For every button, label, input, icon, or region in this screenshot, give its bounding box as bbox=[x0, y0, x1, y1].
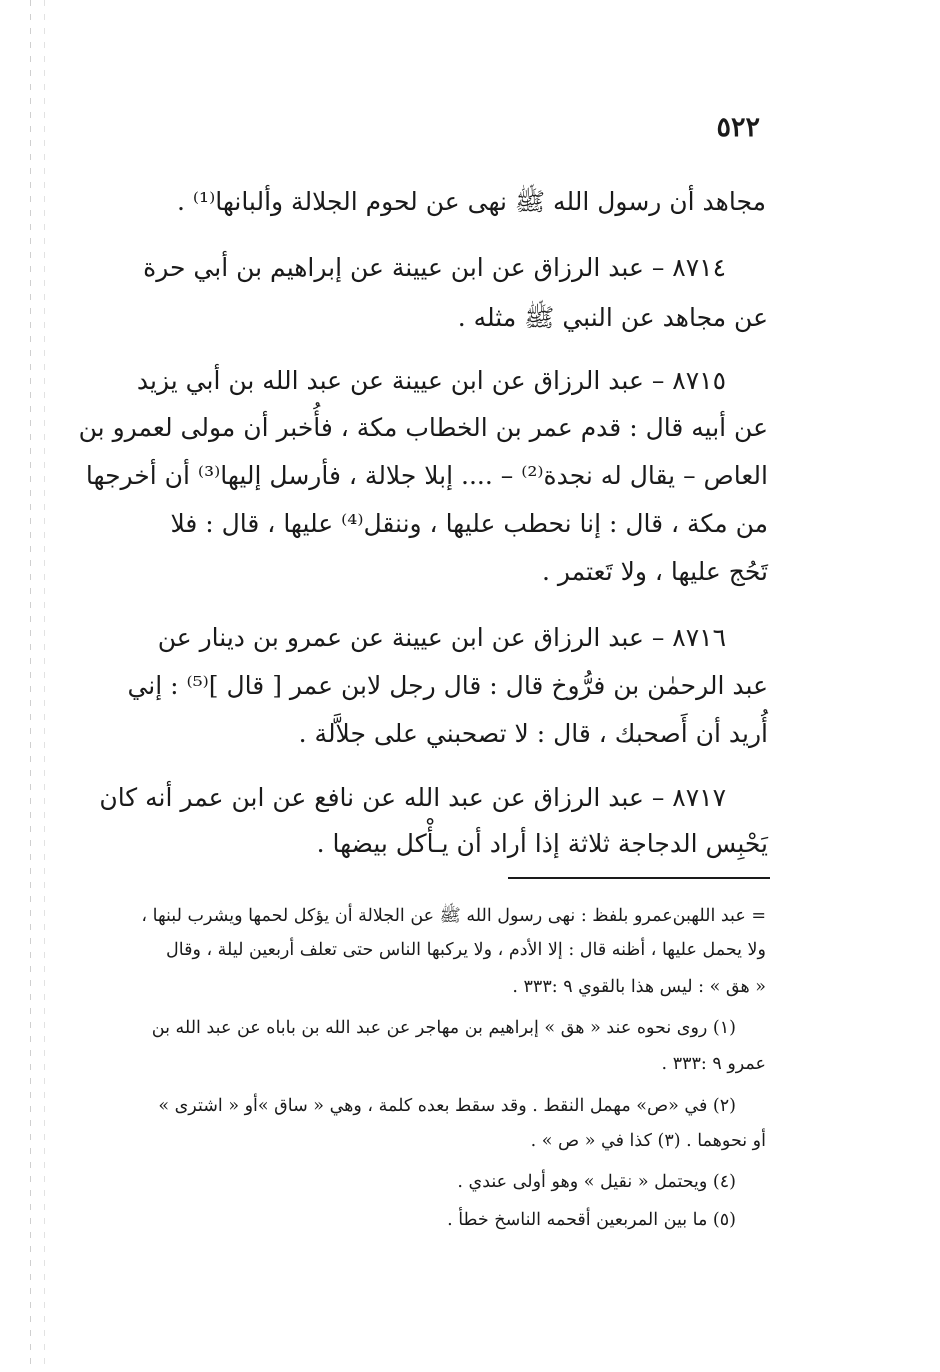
footnote-1: (١) روى نحوه عند « هق » إبراهيم بن مهاجر عن عبد الله بن باباه عن عبد الله بن bbox=[151, 1018, 736, 1038]
hadith-8716-line: ٨٧١٦ – عبد الرزاق عن ابن عيينة عن عمرو بن دينار عن bbox=[157, 623, 726, 652]
text-line: مجاهد أن رسول الله ﷺ نهى عن لحوم الجلالة وألبانها⁽¹⁾ . bbox=[177, 187, 766, 216]
footnote-separator bbox=[508, 877, 770, 879]
hadith-8714-line: ٨٧١٤ – عبد الرزاق عن ابن عيينة عن إبراهيم بن أبي حرة bbox=[143, 253, 726, 282]
footnote-line: = عبد اللهبن‌عمرو بلفظ : نهى رسول الله ﷺ عن الجلالة أن يؤكل لحمها ويشرب لبنها ، bbox=[141, 906, 766, 926]
text-line: عبد الرحمٰن بن فرُّوخ قال : قال رجل لابن عمر [ قال ]⁽⁵⁾ : إني bbox=[127, 671, 768, 700]
text-line: العاص – يقال له نجدة⁽²⁾ – .... إبلا جلالة ، فأرسل إليها⁽³⁾ أن أخرجها bbox=[85, 461, 768, 490]
text-line: أُريد أن أَصحبك ، قال : لا تصحبني على جلاَّلة . bbox=[298, 719, 768, 748]
scan-edge-line bbox=[30, 0, 31, 1372]
footnote-5: (٥) ما بين المربعين أقحمه الناسخ خطأ . bbox=[447, 1210, 736, 1230]
hadith-8717-line: ٨٧١٧ – عبد الرزاق عن عبد الله عن نافع عن ابن عمر أنه كان bbox=[99, 783, 726, 812]
footnote-line: أو نحوهما . (٣) كذا في « ص » . bbox=[530, 1131, 766, 1151]
text-line: عن أبيه قال : قدم عمر بن الخطاب مكة ، فأُخبر أن مولى لعمرو بن bbox=[78, 413, 768, 442]
footnote-line: عمرو ٩ :٣٣٣ . bbox=[661, 1054, 766, 1074]
footnote-4: (٤) ويحتمل « نقيل » وهو أولى عندي . bbox=[457, 1172, 736, 1192]
scan-edge-line bbox=[44, 0, 45, 1372]
footnote-line: « هق » : ليس هذا بالقوي ٩ :٣٣٣ . bbox=[512, 977, 766, 997]
text-line: عن مجاهد عن النبي ﷺ مثله . bbox=[457, 303, 768, 332]
text-line: من مكة ، قال : إنا نحطب عليها ، وننقل⁽⁴⁾ عليها ، قال : فلا bbox=[170, 509, 768, 538]
text-line: يَحْبِس الدجاجة ثلاثة إذا أراد أن يـأْكل بيضها . bbox=[316, 829, 768, 858]
footnote-line: ولا يحمل عليها ، أظنه قال : إلا الأدم ، ولا يركبها الناس حتى تعلف أربعين ليلة ، وقال bbox=[166, 940, 766, 960]
page-number: ٥٢٢ bbox=[716, 112, 760, 143]
footnote-2: (٢) في «ص» مهمل النقط . وقد سقط بعده كلمة ، وهي « ساق »أو « اشترى » bbox=[158, 1096, 736, 1116]
hadith-8715-line: ٨٧١٥ – عبد الرزاق عن ابن عيينة عن عبد الله بن أبي يزيد bbox=[136, 366, 726, 395]
text-line: تَحُج عليها ، ولا تَعتمر . bbox=[541, 557, 768, 586]
